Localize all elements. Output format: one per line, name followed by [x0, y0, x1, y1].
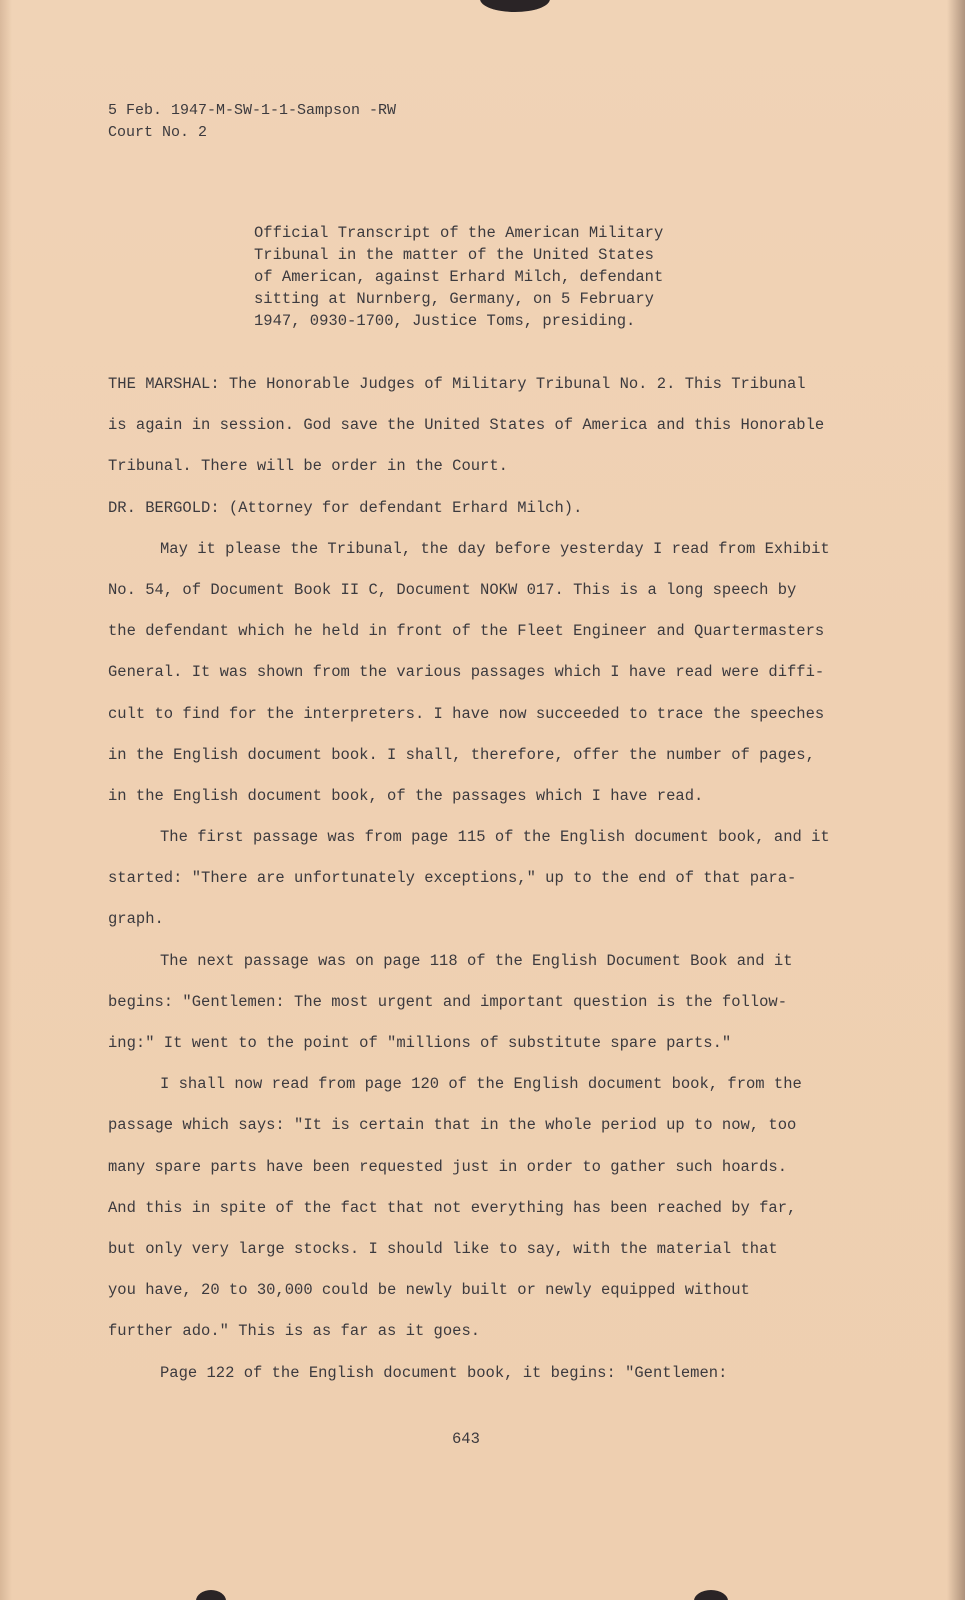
text-line: DR. BERGOLD: (Attorney for defendant Erhard Milch). [108, 498, 583, 517]
transcript-title-block [254, 222, 663, 332]
paper-edge-shadow-left [0, 0, 12, 1600]
text-line: begins: "Gentlemen: The most urgent and important question is the follow- [108, 992, 788, 1011]
transcript-body [108, 364, 908, 1394]
title-line: sitting at Nurnberg, Germany, on 5 February [254, 290, 654, 308]
reference-line: 5 Feb. 1947-M-SW-1-1-Sampson -RW [108, 102, 397, 119]
document-header [108, 100, 396, 144]
text-line: THE MARSHAL: The Honorable Judges of Military Tribunal No. 2. This Tribunal [108, 375, 806, 393]
text-line: further ado." This is as far as it goes. [108, 1322, 481, 1341]
title-line: Tribunal in the matter of the United States [254, 246, 654, 264]
text-line: No. 54, of Document Book II C, Document NOKW 017. This is a long speech by [108, 580, 797, 599]
text-line: but only very large stocks. I should like to say, with the material that [108, 1239, 778, 1258]
text-line: is again in session. God save the United States of America and this Honorable [108, 416, 825, 435]
text-line: The next passage was on page 118 of the English Document Book and it [160, 951, 793, 970]
page-number: 643 [452, 1430, 480, 1448]
text-line: Page 122 of the English document book, it begins: "Gentlemen: [160, 1363, 728, 1382]
text-line: started: "There are unfortunately exceptions," up to the end of that para- [108, 869, 797, 888]
text-line: cult to find for the interpreters. I have now succeeded to trace the speeches [108, 704, 825, 723]
punch-hole-bottom-right [694, 1590, 728, 1600]
title-line: Official Transcript of the American Military [254, 224, 664, 242]
text-line: in the English document book. I shall, therefore, offer the number of pages, [108, 745, 815, 764]
paper-edge-shadow-right [947, 0, 965, 1600]
text-line: May it please the Tribunal, the day before yesterday I read from Exhibit [160, 539, 830, 558]
text-line: ing:" It went to the point of "millions of substitute spare parts." [108, 1034, 732, 1052]
punch-hole-top [480, 0, 550, 12]
title-line: of American, against Erhard Milch, defendant [254, 268, 664, 286]
title-line: 1947, 0930-1700, Justice Toms, presiding. [254, 312, 636, 330]
punch-hole-bottom-left [196, 1590, 226, 1600]
text-line: And this in spite of the fact that not everything has been reached by far, [108, 1198, 797, 1217]
text-line: The first passage was from page 115 of the English document book, and it [160, 828, 830, 847]
text-line: Tribunal. There will be order in the Court. [108, 457, 508, 476]
text-line: passage which says: "It is certain that in the whole period up to now, too [108, 1116, 797, 1135]
text-line: the defendant which he held in front of the Fleet Engineer and Quartermasters [108, 622, 825, 641]
text-line: you have, 20 to 30,000 could be newly built or newly equipped without [108, 1281, 750, 1300]
court-line: Court No. 2 [108, 124, 208, 141]
text-line: I shall now read from page 120 of the English document book, from the [160, 1075, 802, 1094]
text-line: many spare parts have been requested just in order to gather such hoards. [108, 1157, 788, 1176]
text-line: in the English document book, of the passages which I have read. [108, 786, 704, 805]
text-line: graph. [108, 910, 164, 929]
text-line: General. It was shown from the various passages which I have read were diffi- [108, 663, 825, 682]
